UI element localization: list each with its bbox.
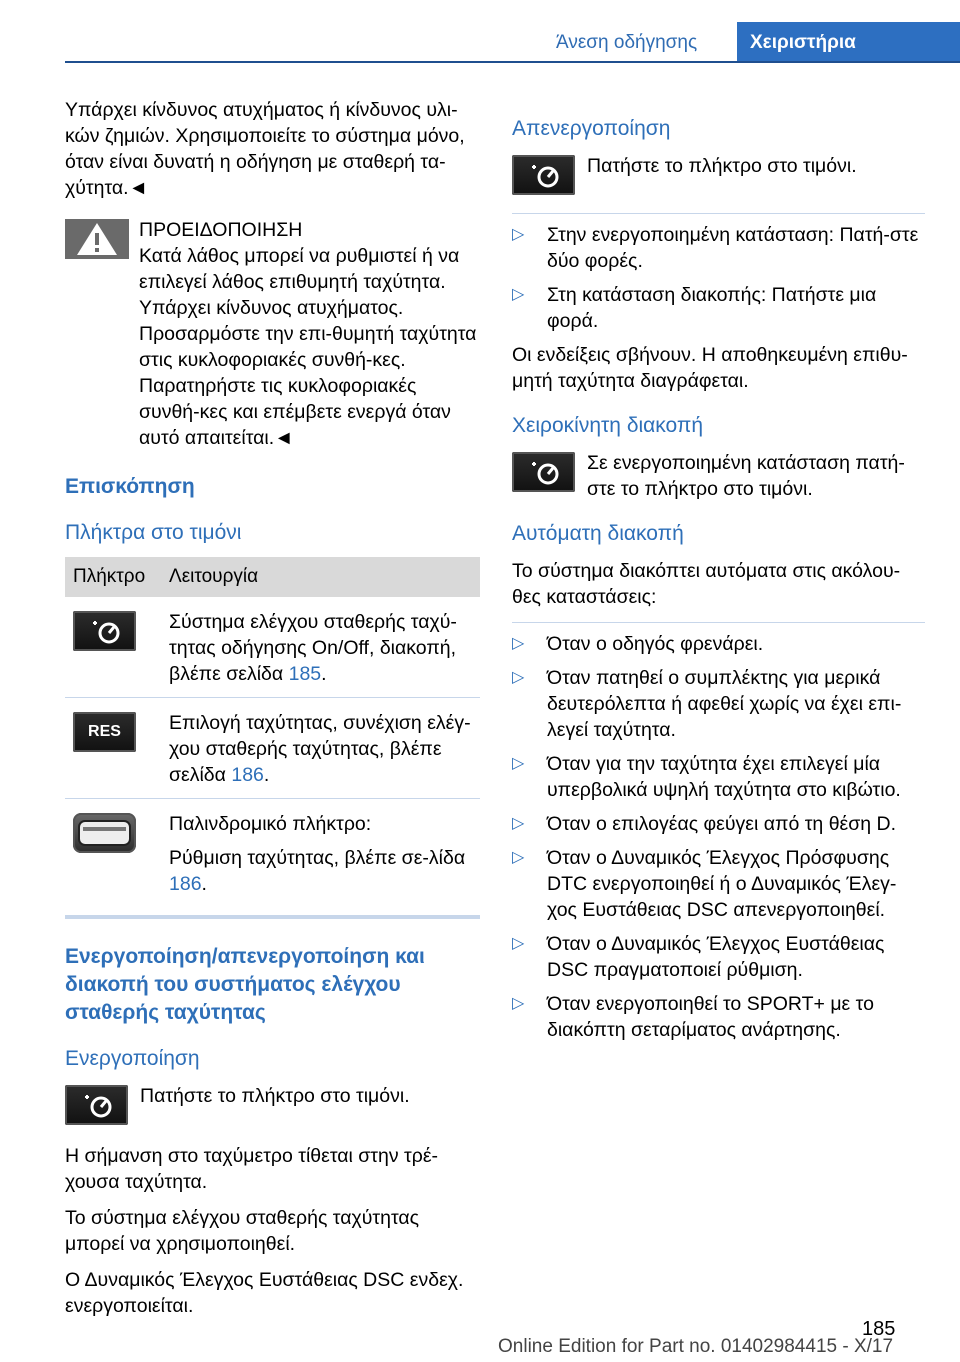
res-button-icon: RES: [73, 712, 136, 752]
table-cell-key: [65, 597, 161, 698]
paragraph-usable: Το σύστημα ελέγχου σταθερής ταχύτητας μπορεί να χρησιμοποιηθεί.: [65, 1207, 420, 1255]
warning-text-content: Κατά λάθος μπορεί να ρυθμιστεί ή να επιλεγεί λάθος επιθυμητή ταχύτητα. Υπάρχει κίνδυνος ατυχήματος. Προσαρμόστε την επι-θυμητή ταχύτητα στις κυκλοφοριακές συνθή-κες. Παρατηρήστε τις κυκλοφοριακές συνθή-κες και επέμβετε ενεργά όταν αυτό απαιτείται.◄: [139, 245, 477, 449]
triangle-bullet-icon: ▷: [512, 669, 525, 686]
right-column: [512, 97, 925, 1051]
row-text: Παλινδρομικό πλήκτρο:: [169, 813, 372, 835]
cruise-control-button-icon: [512, 155, 575, 195]
intro-paragraph: Υπάρχει κίνδυνος ατυχήματος ή κίνδυνος υλι-κών ζημιών. Χρησιμοποιείτε το σύστημα μόνο, όταν είναι δυνατή η οδήγηση με σταθερή τα-χύτητα.◄: [65, 99, 465, 199]
divider: [512, 622, 925, 623]
cruise-control-button-icon: [512, 452, 575, 492]
auto-intro-text: Το σύστημα διακόπτει αυτόματα στις ακόλου-θες καταστάσεις:: [512, 560, 901, 608]
list-item-text: Όταν ο επιλογέας φεύγει από τη θέση D.: [547, 813, 897, 835]
page-link[interactable]: 186: [231, 764, 264, 786]
warning-icon: [65, 219, 129, 259]
list-item: [512, 222, 925, 274]
table-row: [65, 597, 480, 698]
table-cell-key: [65, 799, 161, 908]
list-item-text: Όταν ο οδηγός φρενάρει.: [547, 633, 764, 655]
header-chapter-tab: Χειριστήρια: [737, 22, 960, 62]
table-bottom-rule: [65, 915, 480, 919]
triangle-bullet-icon: ▷: [512, 995, 525, 1012]
table-cell-function: [161, 799, 480, 908]
list-item: [512, 751, 925, 803]
triangle-bullet-icon: ▷: [512, 935, 525, 952]
activation-key-block: [65, 1083, 480, 1129]
divider: [512, 213, 925, 214]
header-rule: [65, 61, 960, 63]
list-item-text: Όταν ο Δυναμικός Έλεγχος Ευστάθειας DSC πραγματοποιεί ρύθμιση.: [547, 933, 885, 981]
deactivation-key-block: [512, 153, 925, 199]
heading-activation-section: Ενεργοποίηση/απενεργοποίηση και διακοπή του συστήματος ελέγχου σταθερής ταχύτητας: [65, 945, 425, 1024]
list-item: [512, 931, 925, 983]
auto-interrupt-list: [512, 631, 925, 1043]
list-item: [512, 845, 925, 923]
heading-deactivation: Απενεργοποίηση: [512, 117, 671, 140]
triangle-bullet-icon: ▷: [512, 755, 525, 772]
row-end: .: [263, 764, 270, 786]
warning-title: ΠΡΟΕΙΔΟΠΟΙΗΣΗ: [139, 219, 303, 241]
triangle-bullet-icon: ▷: [512, 815, 525, 832]
page-link[interactable]: 186: [169, 873, 202, 895]
activation-text: Πατήστε το πλήκτρο στο τιμόνι.: [140, 1085, 410, 1107]
list-item-text: Όταν για την ταχύτητα έχει επιλεγεί μία υπερβολικά υψηλή ταχύτητα στο κιβώτιο.: [547, 753, 901, 801]
list-item-text: Όταν ο Δυναμικός Έλεγχος Πρόσφυσης DTC ενεργοποιηθεί ή ο Δυναμικός Έλεγ-χος Ευστάθειας DSC απενεργοποιηθεί.: [547, 847, 897, 921]
list-item: [512, 282, 925, 334]
row-text: Επιλογή ταχύτητας, συνέχιση ελέγ-χου σταθερής ταχύτητας, βλέπε σελίδα: [169, 712, 471, 786]
triangle-bullet-icon: ▷: [512, 286, 525, 303]
table-cell-function: [161, 698, 480, 799]
deactivation-after-text: Οι ενδείξεις σβήνουν. Η αποθηκευμένη επιθυ-μητή ταχύτητα διαγράφεται.: [512, 344, 908, 392]
paragraph-speedometer: Η σήμανση στο ταχύμετρο τίθεται στην τρέ-χουσα ταχύτητα.: [65, 1145, 439, 1193]
table-row: [65, 698, 480, 799]
row-text-2: Ρύθμιση ταχύτητας, βλέπε σε-λίδα: [169, 847, 466, 869]
table-header-row: [65, 557, 480, 597]
heading-steering-buttons: Πλήκτρα στο τιμόνι: [65, 521, 242, 544]
list-item: [512, 665, 925, 743]
triangle-bullet-icon: ▷: [512, 635, 525, 652]
row-end: .: [201, 873, 207, 895]
row-text: Σύστημα ελέγχου σταθερής ταχύ-τητας οδήγησης On/Off, διακοπή, βλέπε σελίδα: [169, 611, 457, 685]
list-item: [512, 811, 925, 837]
triangle-bullet-icon: ▷: [512, 226, 525, 243]
table-cell-function: [161, 597, 480, 698]
deactivation-list: [512, 222, 925, 334]
cruise-control-button-icon: [65, 1085, 128, 1125]
list-item-text: Στη κατάσταση διακοπής: Πατήστε μια φορά.: [547, 284, 877, 332]
cruise-control-button-icon: [73, 611, 136, 651]
deactivation-text: Πατήστε το πλήκτρο στο τιμόνι.: [587, 155, 857, 177]
warning-block: [65, 217, 480, 451]
manual-key-block: [512, 450, 925, 502]
footer-edition: Online Edition for Part no. 01402984415 - X/17: [498, 1336, 894, 1357]
row-end: .: [321, 663, 327, 685]
paragraph-dsc: Ο Δυναμικός Έλεγχος Ευστάθειας DSC ενδεχ. ενεργοποιείται.: [65, 1269, 464, 1317]
heading-manual-interrupt: Χειροκίνητη διακοπή: [512, 414, 704, 437]
table-header-function: Λειτουργία: [161, 557, 480, 597]
warning-text: [139, 243, 480, 451]
page-link[interactable]: 185: [288, 663, 322, 685]
heading-auto-interrupt: Αυτόματη διακοπή: [512, 522, 684, 545]
buttons-table: [65, 557, 480, 907]
list-item: [512, 631, 925, 657]
left-column: [65, 97, 480, 1329]
list-item-text: Όταν πατηθεί ο συμπλέκτης για μερικά δευτερόλεπτα ή αφεθεί χωρίς να έχει επι-λεγεί ταχύτητα.: [547, 667, 902, 741]
table-header-key: Πλήκτρο: [65, 557, 161, 597]
table-row: [65, 799, 480, 908]
heading-activation: Ενεργοποίηση: [65, 1047, 200, 1070]
table-cell-key: [65, 698, 161, 799]
manual-text: Σε ενεργοποιημένη κατάσταση πατή-στε το πλήκτρο στο τιμόνι.: [587, 452, 905, 500]
rocker-switch-icon: [73, 813, 136, 853]
heading-overview: Επισκόπηση: [65, 475, 195, 498]
list-item-text: Στην ενεργοποιημένη κατάσταση: Πατή-στε δύο φορές.: [547, 224, 919, 272]
triangle-bullet-icon: ▷: [512, 849, 525, 866]
list-item-text: Όταν ενεργοποιηθεί το SPORT+ με το διακόπτη σεταρίματος ανάρτησης.: [547, 993, 874, 1041]
header-section-title: Άνεση οδήγησης: [556, 32, 698, 53]
list-item: [512, 991, 925, 1043]
page-number: 185: [862, 1318, 896, 1340]
